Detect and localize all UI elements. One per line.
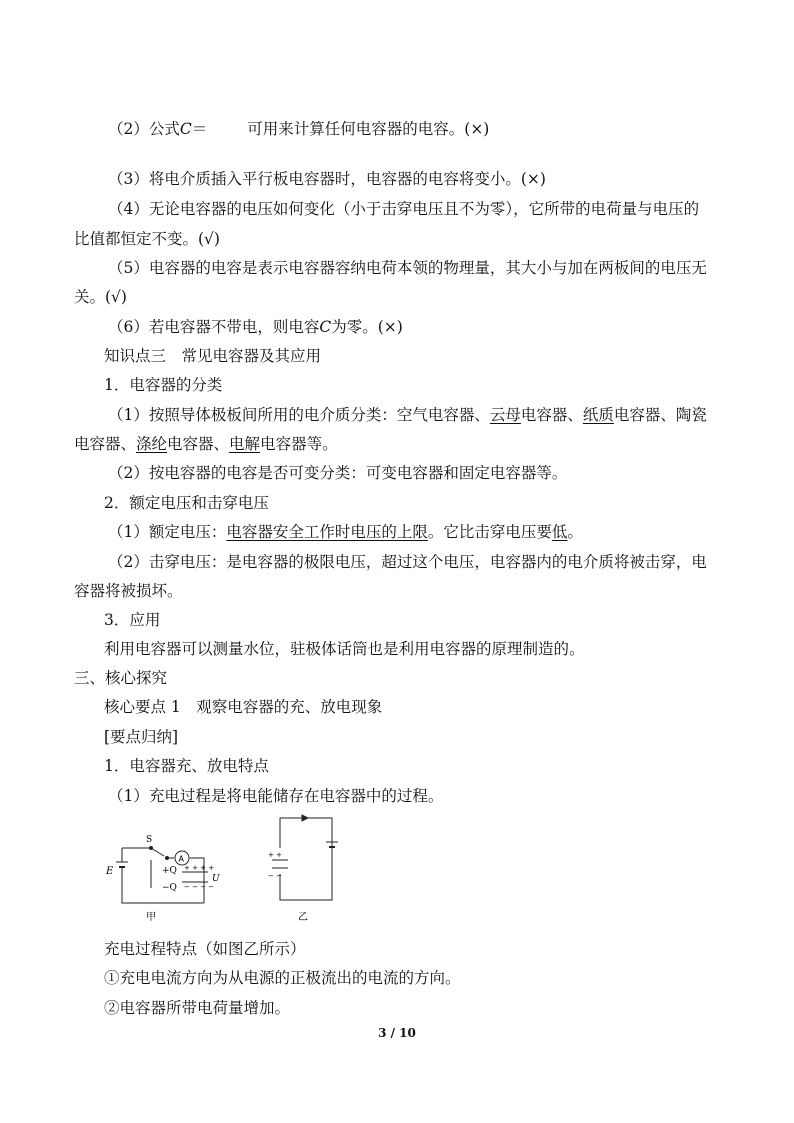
text: （6）若电容器不带电，则电容 [108, 318, 320, 336]
item-4-cont: 比值都恒定不变。(√) [74, 230, 220, 248]
answer-blank: 低 [551, 523, 568, 541]
text: ＝ [191, 120, 208, 138]
charging-features-title: 充电过程特点（如图乙所示） [104, 940, 306, 958]
text: 电容器、陶瓷 [613, 406, 707, 424]
answer-blank: 电解 [229, 435, 261, 453]
text: 电容器等。 [260, 435, 338, 453]
breakdown-voltage: （2）击穿电压：是电容器的极限电压，超过这个电压，电容器内的电介质将被击穿，电 [108, 553, 707, 571]
breakdown-voltage-cont: 容器将被损坏。 [74, 582, 183, 600]
circuit-diagram-yi [262, 812, 362, 927]
feature-2: ②电容器所带电荷量增加。 [104, 999, 291, 1017]
subheading: 1．电容器充、放电特点 [104, 757, 269, 775]
classification-1-cont [74, 434, 338, 454]
figure-caption: 甲 [146, 912, 156, 923]
plus-charges: + + [268, 851, 282, 859]
text: （2）公式 [108, 120, 180, 138]
subheading: 3．应用 [104, 611, 161, 629]
battery-label: E [106, 866, 114, 877]
section-title: 三、核心探究 [74, 669, 168, 687]
minus-charges: − − [268, 872, 282, 880]
var-c: C [179, 120, 192, 138]
text: （1）按照导体极板间所用的电介质分类：空气电容器、 [108, 406, 490, 424]
answer-blank: 电容器安全工作时电压的上限 [226, 523, 428, 541]
text: 。它比击穿电压要 [427, 523, 552, 541]
answer-blank: 涤纶 [136, 435, 168, 453]
core-point-title: 核心要点 1 观察电容器的充、放电现象 [104, 698, 383, 716]
rated-voltage [108, 522, 583, 542]
plus-q-label: +Q [162, 866, 177, 876]
application-text: 利用电容器可以测量水位，驻极体话筒也是利用电容器的原理制造的。 [104, 640, 585, 658]
figure-caption: 乙 [298, 912, 308, 923]
classification-1 [108, 405, 707, 425]
minus-charges: − − − − [184, 883, 215, 891]
item-3: （3）将电介质插入平行板电容器时，电容器的电容将变小。(×) [108, 170, 546, 188]
answer-blank: 纸质 [582, 406, 614, 424]
item-6 [108, 317, 403, 337]
item-5-cont: 关。(√) [74, 288, 127, 306]
item-2 [108, 119, 489, 139]
var-c: C [319, 318, 332, 336]
page-number: 3 / 10 [378, 1026, 416, 1040]
text: 电容器、 [167, 435, 230, 453]
subheading: 1．电容器的分类 [104, 376, 223, 394]
text: （1）额定电压： [108, 523, 227, 541]
item-5: （5）电容器的电容是表示电容器容纳电荷本领的物理量，其大小与加在两板间的电压无 [108, 259, 707, 277]
feature-1: ①充电电流方向为从电源的正极流出的电流的方向。 [104, 969, 461, 987]
text: 电容器、 [74, 435, 137, 453]
plus-charges: + + + + [184, 864, 215, 872]
minus-q-label: −Q [162, 883, 177, 893]
answer-blank: 云母 [489, 406, 521, 424]
charging-process: （1）充电过程是将电能储存在电容器中的过程。 [108, 787, 444, 805]
text: 为零。(×) [331, 318, 403, 336]
switch-label: S [146, 835, 153, 845]
text: 电容器、 [520, 406, 583, 424]
item-4: （4）无论电容器的电压如何变化（小于击穿电压且不为零），它所带的电荷量与电压的 [108, 200, 700, 218]
section-title: 知识点三 常见电容器及其应用 [104, 347, 322, 365]
text: 可用来计算任何电容器的电容。(×) [247, 120, 490, 138]
circuit-diagram-jia [104, 818, 234, 928]
summary-tag: [要点归纳] [104, 728, 179, 746]
subheading: 2．额定电压和击穿电压 [104, 494, 269, 512]
classification-2: （2）按电容器的电容是否可变分类：可变电容器和固定电容器等。 [108, 464, 568, 482]
voltage-label: U [212, 874, 220, 884]
ammeter-label: A [178, 854, 184, 864]
text: 。 [567, 523, 583, 541]
